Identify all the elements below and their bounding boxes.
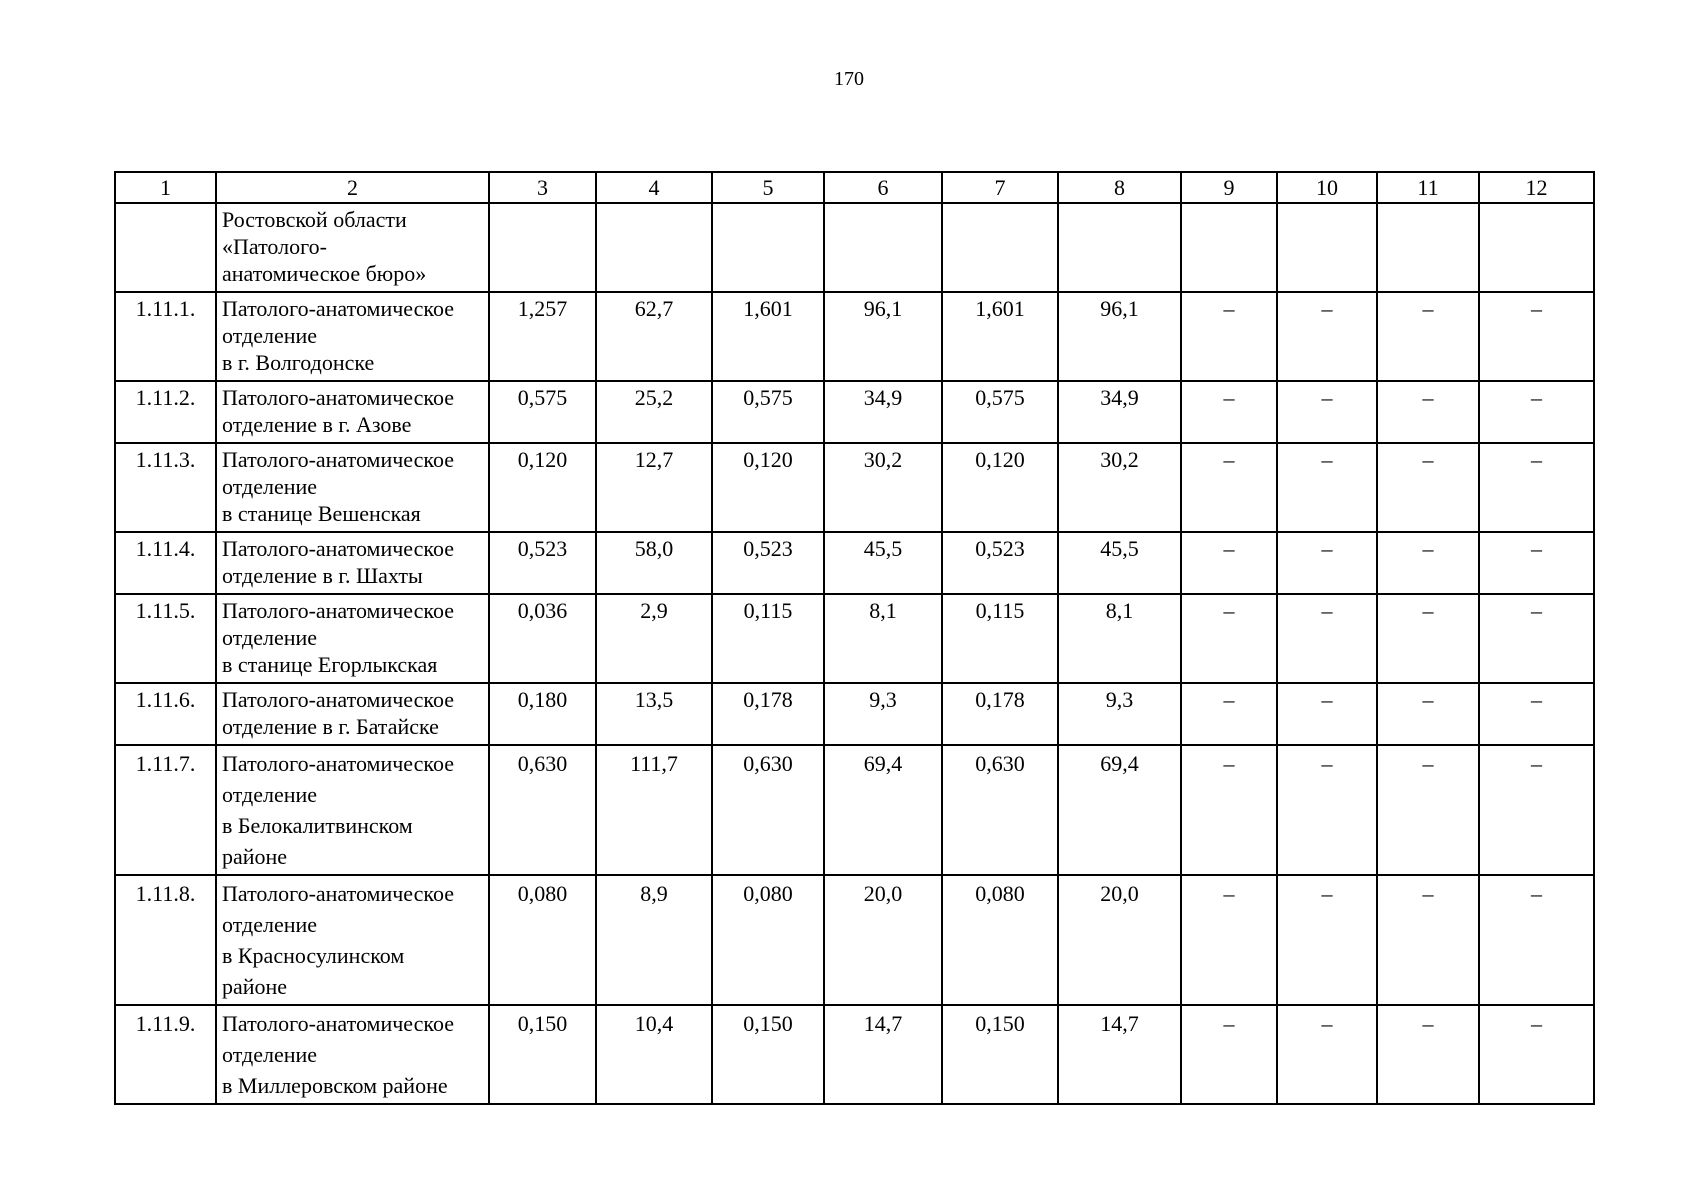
row-code: 1.11.5.	[115, 594, 216, 683]
row-value: 0,150	[942, 1005, 1058, 1104]
row-value: –	[1181, 875, 1277, 1005]
row-value: 0,630	[712, 745, 824, 875]
row-value: 0,120	[712, 443, 824, 532]
column-header: 12	[1479, 172, 1594, 203]
column-header: 6	[824, 172, 942, 203]
row-value: –	[1181, 532, 1277, 594]
row-value: 10,4	[596, 1005, 712, 1104]
row-value: 0,630	[489, 745, 596, 875]
row-value: –	[1479, 292, 1594, 381]
row-value: –	[1277, 443, 1377, 532]
row-value: 2,9	[596, 594, 712, 683]
row-value: 0,523	[712, 532, 824, 594]
row-value: 20,0	[824, 875, 942, 1005]
column-header: 3	[489, 172, 596, 203]
column-header: 2	[216, 172, 489, 203]
row-value: –	[1377, 532, 1479, 594]
row-name-line: Патолого-анатомическое	[222, 385, 454, 410]
row-name-line: в станице Егорлыкская	[222, 652, 438, 677]
row-value: 1,601	[942, 292, 1058, 381]
table-row	[115, 292, 1594, 381]
row-value: 0,115	[942, 594, 1058, 683]
row-value: 0,630	[942, 745, 1058, 875]
row-value: –	[1479, 1005, 1594, 1104]
row-name	[216, 875, 489, 1005]
row-value: 20,0	[1058, 875, 1181, 1005]
row-value: 0,575	[942, 381, 1058, 443]
row-value: 14,7	[1058, 1005, 1181, 1104]
row-value: –	[1377, 683, 1479, 745]
table-row	[115, 594, 1594, 683]
row-value: 0,080	[942, 875, 1058, 1005]
row-value: 0,120	[942, 443, 1058, 532]
row-value: –	[1479, 594, 1594, 683]
row-name	[216, 203, 489, 292]
row-code: 1.11.7.	[115, 745, 216, 875]
row-name-line: отделение	[222, 474, 318, 499]
table-row	[115, 745, 1594, 875]
row-value: 0,575	[712, 381, 824, 443]
row-value: 1,257	[489, 292, 596, 381]
row-name-line: «Патолого-	[222, 234, 327, 259]
row-value: –	[1377, 875, 1479, 1005]
page-number: 170	[834, 68, 864, 90]
row-value	[1377, 203, 1479, 292]
row-value: –	[1479, 532, 1594, 594]
row-name-line: Патолого-анатомическое	[222, 536, 454, 561]
row-value: –	[1181, 292, 1277, 381]
row-value: –	[1181, 745, 1277, 875]
row-value	[1181, 203, 1277, 292]
row-value: 0,523	[489, 532, 596, 594]
row-name-line: отделение	[222, 323, 318, 348]
row-name	[216, 594, 489, 683]
row-value	[596, 203, 712, 292]
row-name-line: в Красносулинском	[222, 943, 405, 968]
row-code: 1.11.8.	[115, 875, 216, 1005]
column-header: 11	[1377, 172, 1479, 203]
row-value: 45,5	[1058, 532, 1181, 594]
row-name	[216, 292, 489, 381]
row-value: 69,4	[824, 745, 942, 875]
row-name-line: отделение	[222, 625, 318, 650]
row-value	[1479, 203, 1594, 292]
row-value: –	[1277, 594, 1377, 683]
column-header: 4	[596, 172, 712, 203]
row-value: 0,523	[942, 532, 1058, 594]
row-name-line: Патолого-анатомическое	[222, 296, 454, 321]
row-name-line: Патолого-анатомическое	[222, 751, 454, 776]
row-code: 1.11.1.	[115, 292, 216, 381]
row-value: 0,080	[712, 875, 824, 1005]
row-value: 12,7	[596, 443, 712, 532]
row-value	[942, 203, 1058, 292]
row-name-line: отделение	[222, 782, 318, 807]
row-name-line: Ростовской области	[222, 207, 407, 232]
row-name	[216, 1005, 489, 1104]
row-code: 1.11.2.	[115, 381, 216, 443]
row-value: –	[1181, 1005, 1277, 1104]
row-value: –	[1377, 292, 1479, 381]
row-value: –	[1377, 443, 1479, 532]
column-header: 8	[1058, 172, 1181, 203]
row-name-line: Патолого-анатомическое	[222, 598, 454, 623]
row-name	[216, 745, 489, 875]
row-value: –	[1377, 1005, 1479, 1104]
row-value: –	[1377, 594, 1479, 683]
column-header: 1	[115, 172, 216, 203]
row-name	[216, 443, 489, 532]
row-value: –	[1377, 745, 1479, 875]
row-value: 14,7	[824, 1005, 942, 1104]
row-value: –	[1479, 745, 1594, 875]
table-row	[115, 203, 1594, 292]
row-value: –	[1479, 443, 1594, 532]
row-name	[216, 683, 489, 745]
row-name-line: в г. Волгодонске	[222, 350, 375, 375]
row-name-line: районе	[222, 844, 288, 869]
row-value: –	[1277, 875, 1377, 1005]
row-name-line: Патолого-анатомическое	[222, 687, 454, 712]
row-value: 0,120	[489, 443, 596, 532]
table-header-row	[115, 172, 1594, 203]
row-name-line: в станице Вешенская	[222, 501, 421, 526]
row-value: –	[1479, 875, 1594, 1005]
table-row	[115, 381, 1594, 443]
row-value: 0,575	[489, 381, 596, 443]
column-header: 9	[1181, 172, 1277, 203]
row-value: 111,7	[596, 745, 712, 875]
row-value	[489, 203, 596, 292]
row-value: –	[1479, 381, 1594, 443]
row-value	[824, 203, 942, 292]
row-value: –	[1181, 683, 1277, 745]
row-value: –	[1277, 745, 1377, 875]
row-value: –	[1277, 1005, 1377, 1104]
row-value: 0,115	[712, 594, 824, 683]
row-name-line: отделение	[222, 912, 318, 937]
row-name-line: Патолого-анатомическое	[222, 1011, 454, 1036]
row-value: 30,2	[1058, 443, 1181, 532]
row-name-line: в Миллеровском районе	[222, 1073, 448, 1098]
row-name-line: отделение	[222, 1042, 318, 1067]
table-row	[115, 683, 1594, 745]
row-value: 96,1	[824, 292, 942, 381]
row-value: 25,2	[596, 381, 712, 443]
row-value: 34,9	[824, 381, 942, 443]
column-header: 10	[1277, 172, 1377, 203]
row-code: 1.11.4.	[115, 532, 216, 594]
row-value: –	[1277, 381, 1377, 443]
row-value: 69,4	[1058, 745, 1181, 875]
table-body	[115, 203, 1594, 1104]
row-value: 0,036	[489, 594, 596, 683]
row-value	[1058, 203, 1181, 292]
column-header: 7	[942, 172, 1058, 203]
row-value: 8,1	[1058, 594, 1181, 683]
row-value	[1277, 203, 1377, 292]
row-name-line: районе	[222, 974, 288, 999]
row-name-line: анатомическое бюро»	[222, 261, 427, 286]
row-value: 1,601	[712, 292, 824, 381]
row-value: 96,1	[1058, 292, 1181, 381]
row-name-line: отделение в г. Шахты	[222, 563, 423, 588]
row-code: 1.11.3.	[115, 443, 216, 532]
row-value: –	[1277, 292, 1377, 381]
row-value: 45,5	[824, 532, 942, 594]
row-name	[216, 381, 489, 443]
row-value: 62,7	[596, 292, 712, 381]
table-row	[115, 875, 1594, 1005]
row-value: 0,180	[489, 683, 596, 745]
row-code	[115, 203, 216, 292]
row-value: 0,178	[942, 683, 1058, 745]
row-value: –	[1181, 594, 1277, 683]
column-header: 5	[712, 172, 824, 203]
row-value: 34,9	[1058, 381, 1181, 443]
row-value: 0,150	[712, 1005, 824, 1104]
row-value: 8,9	[596, 875, 712, 1005]
row-value: –	[1479, 683, 1594, 745]
row-name-line: Патолого-анатомическое	[222, 447, 454, 472]
table-row	[115, 532, 1594, 594]
row-value: –	[1181, 443, 1277, 532]
table-row	[115, 443, 1594, 532]
row-value	[712, 203, 824, 292]
row-value: 58,0	[596, 532, 712, 594]
row-value: 0,178	[712, 683, 824, 745]
row-value: –	[1277, 683, 1377, 745]
row-code: 1.11.9.	[115, 1005, 216, 1104]
row-name-line: отделение в г. Азове	[222, 412, 412, 437]
row-value: 8,1	[824, 594, 942, 683]
row-code: 1.11.6.	[115, 683, 216, 745]
row-value: 0,080	[489, 875, 596, 1005]
row-value: 9,3	[824, 683, 942, 745]
data-table	[114, 171, 1595, 1105]
row-value: 0,150	[489, 1005, 596, 1104]
row-name-line: отделение в г. Батайске	[222, 714, 439, 739]
table-row	[115, 1005, 1594, 1104]
row-name-line: Патолого-анатомическое	[222, 881, 454, 906]
row-value: –	[1377, 381, 1479, 443]
row-value: 30,2	[824, 443, 942, 532]
row-value: 9,3	[1058, 683, 1181, 745]
row-value: –	[1181, 381, 1277, 443]
row-name-line: в Белокалитвинском	[222, 813, 413, 838]
row-name	[216, 532, 489, 594]
row-value: –	[1277, 532, 1377, 594]
row-value: 13,5	[596, 683, 712, 745]
